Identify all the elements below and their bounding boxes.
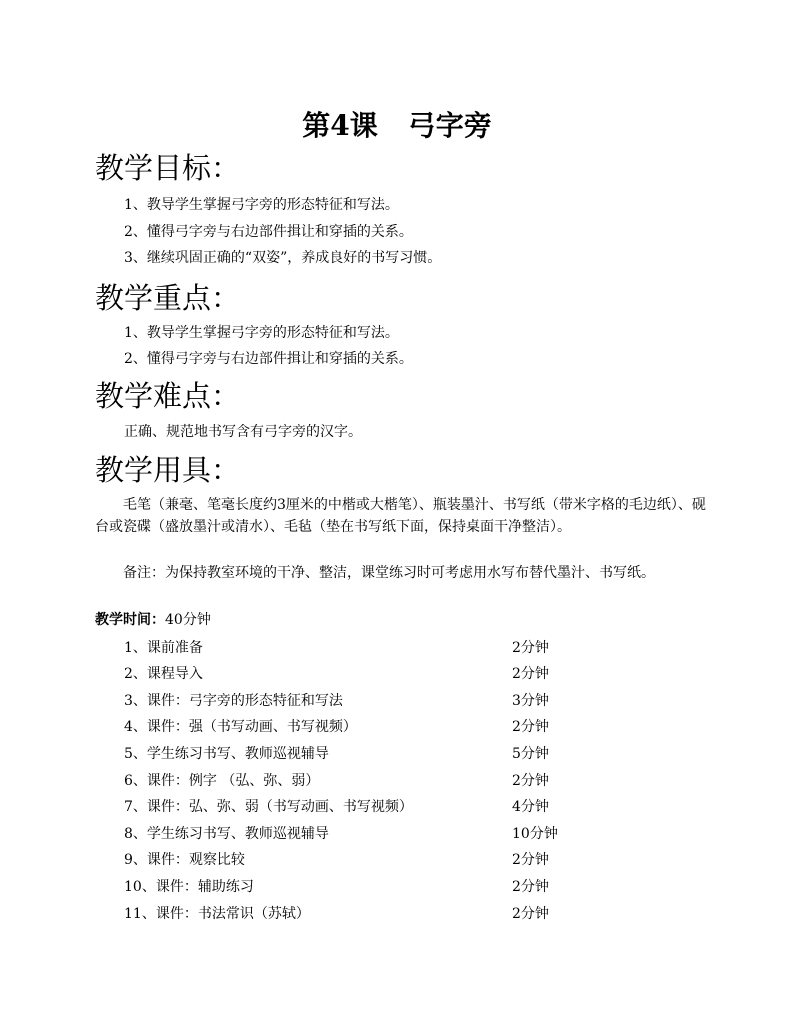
difficulties-text: 正确、规范地书写含有弓字旁的汉字。 [124,424,362,440]
tools-text: 毛笔（兼毫、笔毫长度约3厘米的中楷或大楷笔）、瓶装墨汁、书写纸（带米字格的毛边纸）、砚台或瓷碟（盛放墨汁或清水）、毛毡（垫在书写纸下面，保持桌面干净整洁）。 [95,497,706,535]
schedule-duration: 5分钟 [512,746,549,762]
objectives-heading: 教学目标： [95,151,241,185]
time-summary [95,609,211,629]
schedule-item: 4、课件：强（书写动画、书写视频） [124,719,357,735]
time-value: 40分钟 [165,612,211,628]
time-label: 教学时间： [95,612,165,628]
tools-heading: 教学用具： [95,453,241,487]
schedule-item: 8、学生练习书写、教师巡视辅导 [124,826,329,842]
schedule-duration: 10分钟 [512,826,558,842]
objective-item: 1、教导学生掌握弓字旁的形态特征和写法。 [124,197,399,213]
objective-item: 2、懂得弓字旁与右边部件揖让和穿插的关系。 [124,224,413,240]
schedule-item: 7、课件：弘、弥、弱（书写动画、书写视频） [124,799,413,815]
tools-paragraph [95,494,707,538]
difficulties-heading: 教学难点： [95,379,241,413]
schedule-item: 3、课件：弓字旁的形态特征和写法 [124,693,343,709]
lesson-number: 第4课 [302,109,378,142]
schedule-item: 11、课件：书法常识（苏轼） [124,906,310,922]
schedule-duration: 4分钟 [512,799,549,815]
schedule-duration: 2分钟 [512,719,549,735]
objective-item: 3、继续巩固正确的“双姿”，养成良好的书写习惯。 [124,250,442,266]
schedule-duration: 2分钟 [512,666,549,682]
schedule-item: 1、课前准备 [124,640,203,656]
schedule-item: 6、课件：例字 （弘、弥、弱） [124,773,320,789]
schedule-item: 10、课件：辅助练习 [124,879,254,895]
schedule-duration: 2分钟 [512,773,549,789]
schedule-duration: 2分钟 [512,852,549,868]
key-point-item: 2、懂得弓字旁与右边部件揖让和穿插的关系。 [124,351,413,367]
schedule-item: 5、学生练习书写、教师巡视辅导 [124,746,329,762]
schedule-duration: 2分钟 [512,906,549,922]
tools-note: 备注：为保持教室环境的干净、整洁，课堂练习时可考虑用水写布替代墨汁、书写纸。 [123,565,655,581]
schedule-duration: 3分钟 [512,693,549,709]
key-point-item: 1、教导学生掌握弓字旁的形态特征和写法。 [124,325,399,341]
schedule-duration: 2分钟 [512,640,549,656]
schedule-duration: 2分钟 [512,879,549,895]
tools-note-paragraph [95,562,707,584]
lesson-topic: 弓字旁 [407,109,492,142]
schedule-item: 9、课件：观察比较 [124,852,245,868]
key-points-heading: 教学重点： [95,281,241,315]
page-title [0,104,794,144]
schedule-item: 2、课程导入 [124,666,203,682]
